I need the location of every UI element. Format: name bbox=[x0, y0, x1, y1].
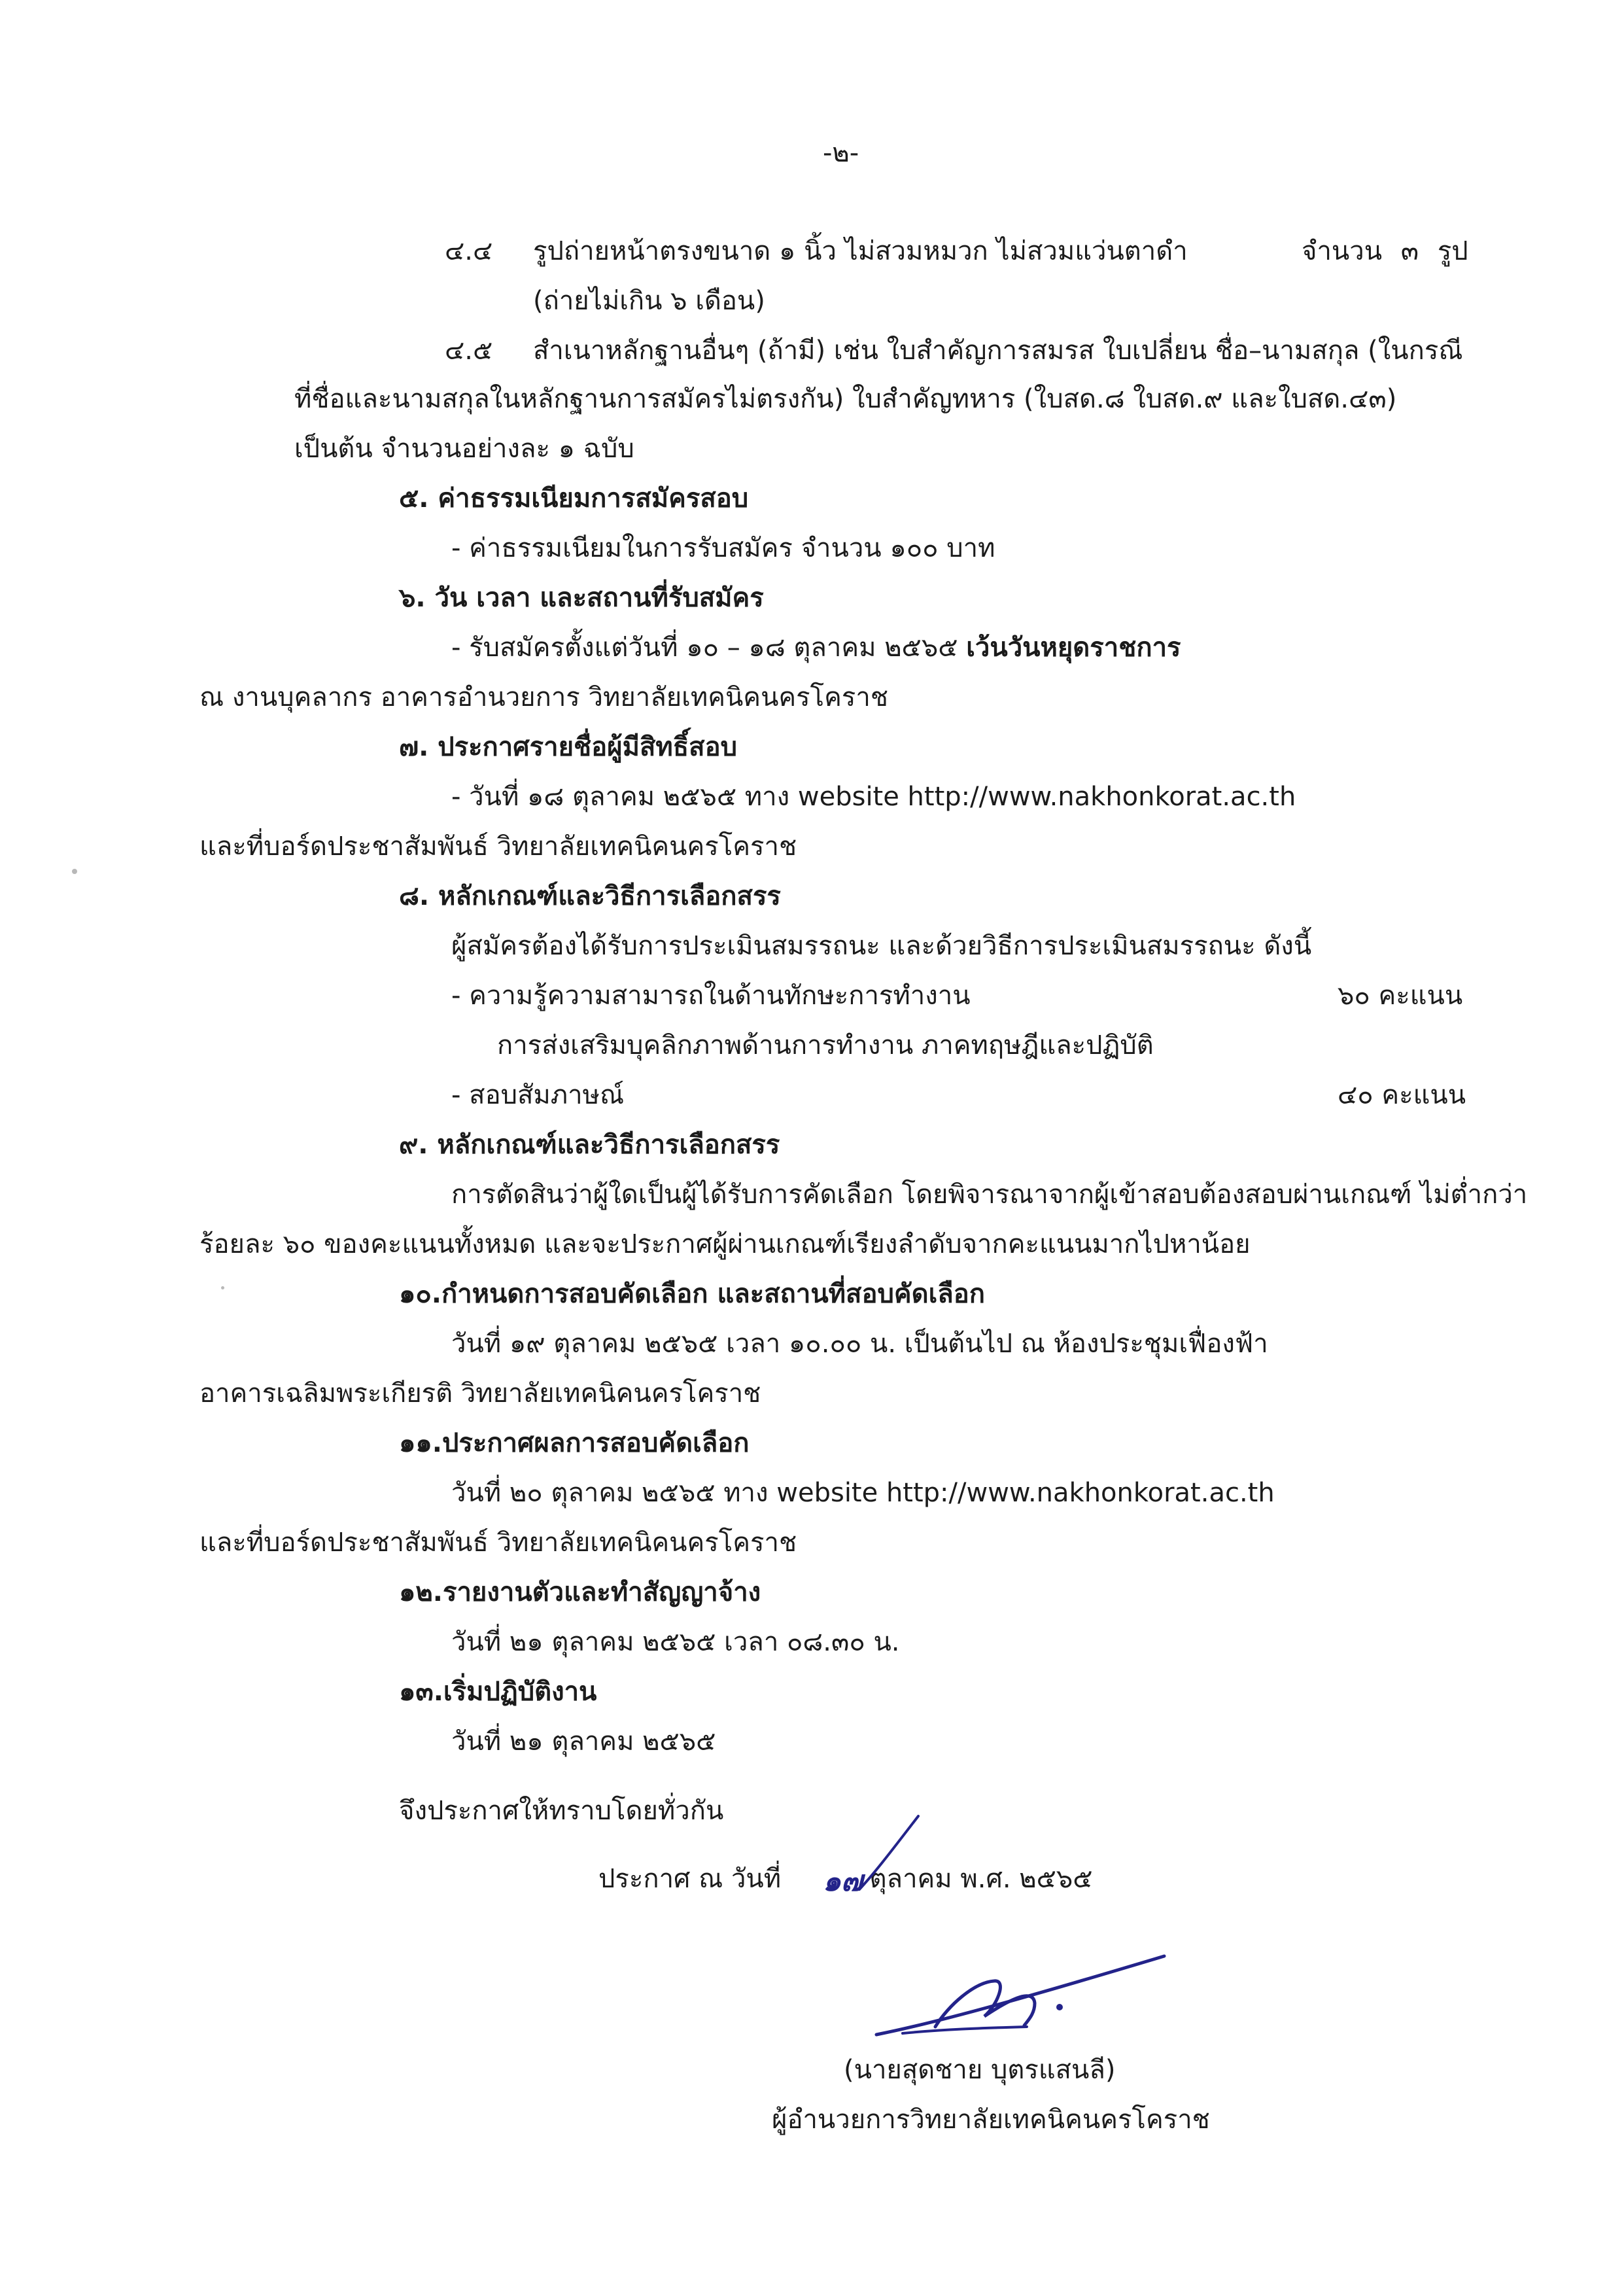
criteria-item: - สอบสัมภาษณ์ bbox=[451, 1080, 625, 1110]
announce-prefix: ประกาศ ณ วันที่ bbox=[598, 1864, 782, 1894]
criteria-score: ๔๐ คะแนน bbox=[1338, 1080, 1466, 1110]
section-heading: ๑๒.รายงานตัวและทำสัญญาจ้าง bbox=[399, 1577, 761, 1607]
section-heading: ๙. หลักเกณฑ์และวิธีการเลือกสรร bbox=[399, 1130, 780, 1160]
section-bullet: - วันที่ ๑๘ ตุลาคม ๒๕๖๕ ทาง website http://www.nakhonkorat.ac.th bbox=[451, 782, 1296, 812]
scan-speck bbox=[221, 1286, 224, 1289]
section-text: วันที่ ๒๐ ตุลาคม ๒๕๖๕ ทาง website http://www.nakhonkorat.ac.th bbox=[451, 1478, 1275, 1508]
item-number: ๔.๕ bbox=[445, 336, 493, 366]
section-text: การตัดสินว่าผู้ใดเป็นผู้ได้รับการคัดเลือก โดยพิจารณาจากผู้เข้าสอบต้องสอบผ่านเกณฑ์ ไม่ต่ำกว่า bbox=[451, 1180, 1528, 1210]
signature-image bbox=[863, 1943, 1177, 2048]
criteria-score: ๖๐ คะแนน bbox=[1338, 981, 1463, 1011]
section-text-cont: อาคารเฉลิมพระเกียรติ วิทยาลัยเทคนิคนครโคราช bbox=[199, 1378, 761, 1409]
section-text: วันที่ ๑๙ ตุลาคม ๒๕๖๕ เวลา ๑๐.๐๐ น. เป็นต้นไป ณ ห้องประชุมเฟื่องฟ้า bbox=[451, 1329, 1268, 1359]
section-heading: ๑๓.เริ่มปฏิบัติงาน bbox=[399, 1677, 597, 1707]
section-text-cont: ณ งานบุคลากร อาคารอำนวยการ วิทยาลัยเทคนิคนครโคราช bbox=[199, 682, 888, 712]
section-bullet bbox=[451, 629, 1181, 666]
handwritten-date-stroke bbox=[850, 1812, 929, 1897]
item-text-cont: (ถ่ายไม่เกิน ๖ เดือน) bbox=[533, 286, 765, 316]
handwritten-day: ๑๗ bbox=[823, 1865, 863, 1898]
criteria-item: - ความรู้ความสามารถในด้านทักษะการทำงาน bbox=[451, 981, 971, 1011]
item-text-cont: ที่ชื่อและนามสกุลในหลักฐานการสมัครไม่ตรงกัน) ใบสำคัญทหาร (ใบสด.๘ ใบสด.๙ และใบสด.๔๓) bbox=[294, 384, 1397, 414]
section-text-cont: และที่บอร์ดประชาสัมพันธ์ วิทยาลัยเทคนิคนครโคราช bbox=[199, 1528, 797, 1558]
section-text: วันที่ ๒๑ ตุลาคม ๒๕๖๕ เวลา ๐๘.๓๐ น. bbox=[451, 1627, 900, 1657]
closing-statement: จึงประกาศให้ทราบโดยทั่วกัน bbox=[399, 1796, 724, 1826]
item-quantity: จำนวน ๓ รูป bbox=[1302, 236, 1468, 266]
item-number: ๔.๔ bbox=[445, 236, 493, 266]
section-bullet-text: - รับสมัครตั้งแต่วันที่ ๑๐ – ๑๘ ตุลาคม ๒๕๖๕ bbox=[451, 633, 958, 663]
page-number: -๒- bbox=[823, 138, 859, 168]
section-text: วันที่ ๒๑ ตุลาคม ๒๕๖๕ bbox=[451, 1726, 716, 1757]
section-heading: ๑๐.กำหนดการสอบคัดเลือก และสถานที่สอบคัดเลือก bbox=[399, 1279, 986, 1309]
section-heading: ๕. ค่าธรรมเนียมการสมัครสอบ bbox=[399, 483, 749, 514]
criteria-item-cont: การส่งเสริมบุคลิกภาพด้านการทำงาน ภาคทฤษฎีและปฏิบัติ bbox=[497, 1030, 1154, 1060]
section-text-cont: ร้อยละ ๖๐ ของคะแนนทั้งหมด และจะประกาศผู้ผ่านเกณฑ์เรียงลำดับจากคะแนนมากไปหาน้อย bbox=[199, 1229, 1251, 1259]
section-bullet-emphasis: เว้นวันหยุดราชการ bbox=[966, 633, 1181, 663]
scan-speck bbox=[72, 869, 77, 874]
item-text: รูปถ่ายหน้าตรงขนาด ๑ นิ้ว ไม่สวมหมวก ไม่สวมแว่นตาดำ bbox=[533, 236, 1188, 266]
section-heading: ๖. วัน เวลา และสถานที่รับสมัคร bbox=[399, 583, 764, 613]
section-heading: ๘. หลักเกณฑ์และวิธีการเลือกสรร bbox=[399, 881, 781, 911]
section-bullet: - ค่าธรรมเนียมในการรับสมัคร จำนวน ๑๐๐ บาท bbox=[451, 533, 995, 563]
section-text-cont: และที่บอร์ดประชาสัมพันธ์ วิทยาลัยเทคนิคนครโคราช bbox=[199, 832, 797, 862]
signatory-name: (นายสุดชาย บุตรแสนลี) bbox=[844, 2055, 1116, 2085]
item-text: สำเนาหลักฐานอื่นๆ (ถ้ามี) เช่น ใบสำคัญการสมรส ใบเปลี่ยน ชื่อ–นามสกุล (ในกรณี bbox=[533, 336, 1463, 366]
section-heading: ๑๑.ประกาศผลการสอบคัดเลือก bbox=[399, 1428, 750, 1458]
section-intro: ผู้สมัครต้องได้รับการประเมินสมรรถนะ และด้วยวิธีการประเมินสมรรถนะ ดังนี้ bbox=[451, 931, 1312, 961]
item-text-cont: เป็นต้น จำนวนอย่างละ ๑ ฉบับ bbox=[294, 434, 634, 464]
section-heading: ๗. ประกาศรายชื่อผู้มีสิทธิ์สอบ bbox=[399, 732, 738, 762]
signatory-title: ผู้อำนวยการวิทยาลัยเทคนิคนครโคราช bbox=[772, 2105, 1210, 2135]
announce-suffix: ตุลาคม พ.ศ. ๒๕๖๕ bbox=[869, 1864, 1093, 1894]
